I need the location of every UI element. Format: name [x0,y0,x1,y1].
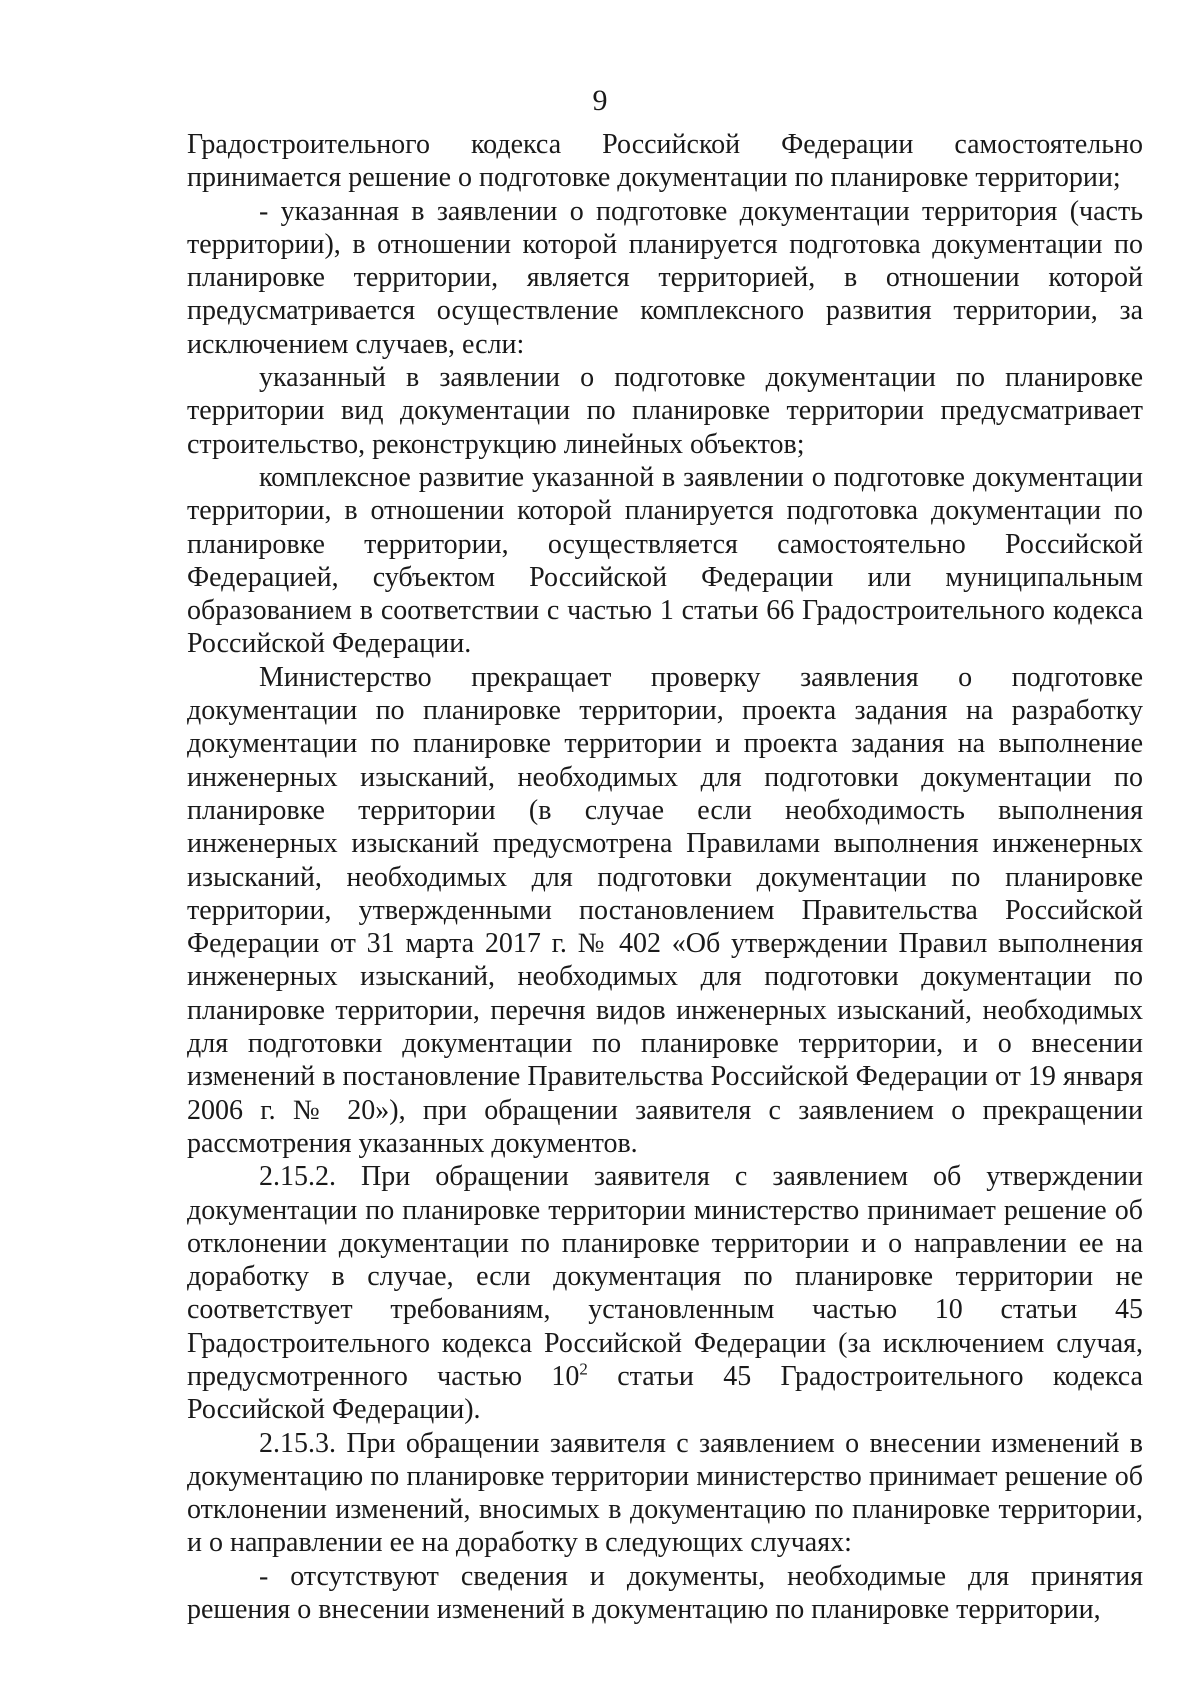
paragraph-2-15-2-text: 2.15.2. При обращении заявителя с заявлением об утверждении документации по планировке территории министерство принимает решение об отклонении документации по планировке территории и о направлении ее на доработку в случае, если документация по планировке территории не соответствует требованиям, установленным частью 10 статьи 45 Градостроительного кодекса Российской Федерации (за исключением случая, предусмотренного частью [187,1161,1143,1392]
paragraph-exception-complex-development: комплексное развитие указанной в заявлении о подготовке документации территории, в отношении которой планируется подготовка документации по планировке территории, осуществляется самостоятельно Российской Федерацией, субъектом Российской Федерации или муниципальным образованием в соответствии с частью 1 статьи 66 Градостроительного кодекса Российской Федерации. [187,461,1143,660]
paragraph-2-15-2-text-after: статьи 45 Градостроительного кодекса Российской Федерации). [187,1360,1143,1426]
paragraph-ministry-terminates-check: Министерство прекращает проверку заявления о подготовке документации по планировке территории, проекта задания на разработку документации по планировке территории и проекта задания на выполнение инженерных изысканий, необходимых для подготовки документации по планировке территории (в случае если необходимость выполнения инженерных изысканий предусмотрена Правилами выполнения инженерных изысканий, необходимых для подготовки документации по планировке территории, утвержденными постановлением Правительства Российской Федерации от 31 марта 2017 г. № 402 «Об утверждении Правил выполнения инженерных изысканий, необходимых для подготовки документации по планировке территории, перечня видов инженерных изысканий, необходимых для подготовки документации по планировке территории, и о внесении изменений в постановление Правительства Российской Федерации от 19 января 2006 г. № 20»), при обращении заявителя с заявлением о прекращении рассмотрения указанных документов. [187,661,1143,1159]
paragraph-2-15-2-part-number: 10 [551,1360,580,1392]
paragraph-2-15-2-superscript: 2 [579,1359,588,1379]
paragraph-continuation: Градостроительного кодекса Российской Федерации самостоятельно принимается решение о подготовке документации по планировке территории; [187,129,1143,194]
paragraph-missing-documents: - отсутствуют сведения и документы, необходимые для принятия решения о внесении изменений в документацию по планировке территории, [187,1560,1143,1626]
paragraph-exception-linear-objects: указанный в заявлении о подготовке документации по планировке территории вид документации по планировке территории предусматривает строительство, реконструкцию линейных объектов; [187,362,1143,460]
paragraph-2-15-3: 2.15.3. При обращении заявителя с заявлением о внесении изменений в документацию по планировке территории министерство принимает решение об отклонении изменений, вносимых в документацию по планировке территории, и о направлении ее на доработку в следующих случаях: [187,1427,1143,1559]
document-body [187,128,1143,1626]
paragraph-territory-condition: - указанная в заявлении о подготовке документации территория (часть территории), в отношении которой планируется подготовка документации по планировке территории, является территорией, в отношении которой предусматривается осуществление комплексного развития территории, за исключением случаев, если: [187,195,1143,360]
page-number: 9 [592,84,608,117]
paragraph-2-15-2 [187,1160,1143,1426]
